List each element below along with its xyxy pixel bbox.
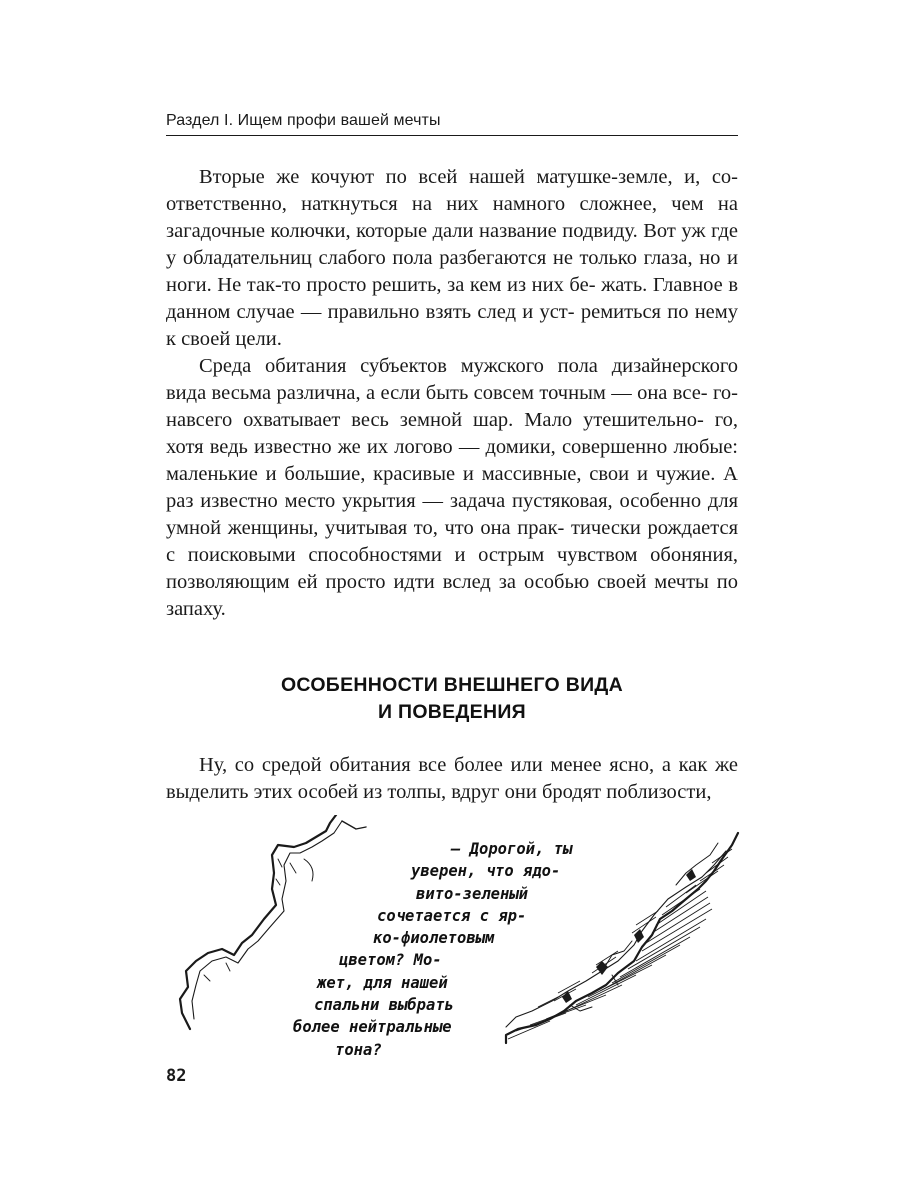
body-text-bottom [166, 752, 738, 806]
paragraph-1-line: загадочные колючки, которые дали название подвиду. Вот [166, 220, 676, 242]
paragraph-1-line: глаза, но и ноги. Не так-то просто решить, за кем из них бе- [166, 247, 739, 296]
paragraph-1-line: жать. Главное в данном случае — правильно взять след и уст- [166, 274, 739, 323]
quote-line: жет, для нашей [317, 973, 448, 992]
paragraph-1-line: ремиться по нему к своей цели. [166, 301, 738, 350]
paragraph-2-line: тически рождается с поисковыми способностями и острым [166, 517, 739, 566]
quote-line: более нейтральные [293, 1018, 452, 1037]
quote-line: спальни выбрать [314, 996, 454, 1015]
paragraph-2-line: особью своей мечты по запаху. [166, 571, 738, 620]
paragraph-2-line: и чужие. А раз известно место укрытия — задача пустяковая, [166, 463, 738, 512]
section-heading-line-2: И ПОВЕДЕНИЯ [377, 701, 527, 723]
section-heading [166, 672, 738, 726]
quote-line: сочетается с яр- [377, 906, 527, 925]
body-text-top [166, 164, 738, 623]
paragraph-1-line: ответственно, наткнуться на них намного сложнее, чем на [166, 193, 738, 215]
running-header: Раздел I. Ищем профи вашей мечты [166, 112, 441, 129]
quote-line: цветом? Мо- [339, 951, 442, 970]
page-number: 82 [166, 1066, 187, 1086]
quote-line: вито-зеленый [416, 884, 528, 903]
paragraph-2-line: го, хотя ведь известно же их логово — домики, совершенно [166, 409, 739, 458]
quote-line: — Дорогой, ты [451, 840, 573, 858]
paragraph-2 [166, 353, 738, 623]
paragraph-3-line: выделить этих особей из толпы, вдруг они бродят поблизости, [166, 781, 712, 803]
paragraph-2-line: чувством обоняния, позволяющим ей просто идти вслед за [166, 544, 738, 593]
paragraph-2-line: Среда обитания субъектов мужского пола дизайнерского [199, 355, 738, 377]
section-heading-line-1: ОСОБЕННОСТИ ВНЕШНЕГО ВИДА [280, 674, 624, 696]
paragraph-2-line: любые: маленькие и большие, красивые и массивные, свои [166, 436, 738, 485]
illustration-quote [268, 838, 628, 1061]
paragraph-1 [166, 164, 738, 353]
paragraph-2-line: вида весьма различна, а если быть совсем точным — она все- [166, 382, 708, 404]
quote-line: тона? [335, 1040, 382, 1059]
paragraph-2-line: го-навсего охватывает весь земной шар. Мало утешительно- [166, 382, 738, 431]
paragraph-3-line: Ну, со средой обитания все более или менее ясно, а как же [199, 754, 738, 776]
quote-line: ко-фиолетовым [373, 929, 495, 948]
paragraph-2-line: особенно для умной женщины, учитывая то, что она прак- [166, 490, 739, 539]
header-rule [166, 135, 738, 136]
paragraph-1-line: уж где у обладательниц слабого пола разбегаются не только [166, 220, 738, 269]
paragraph-1-line: Вторые же кочуют по всей нашей матушке-земле, и, со- [199, 166, 738, 188]
quote-line: уверен, что ядо- [411, 862, 561, 881]
paragraph-3 [166, 752, 738, 806]
